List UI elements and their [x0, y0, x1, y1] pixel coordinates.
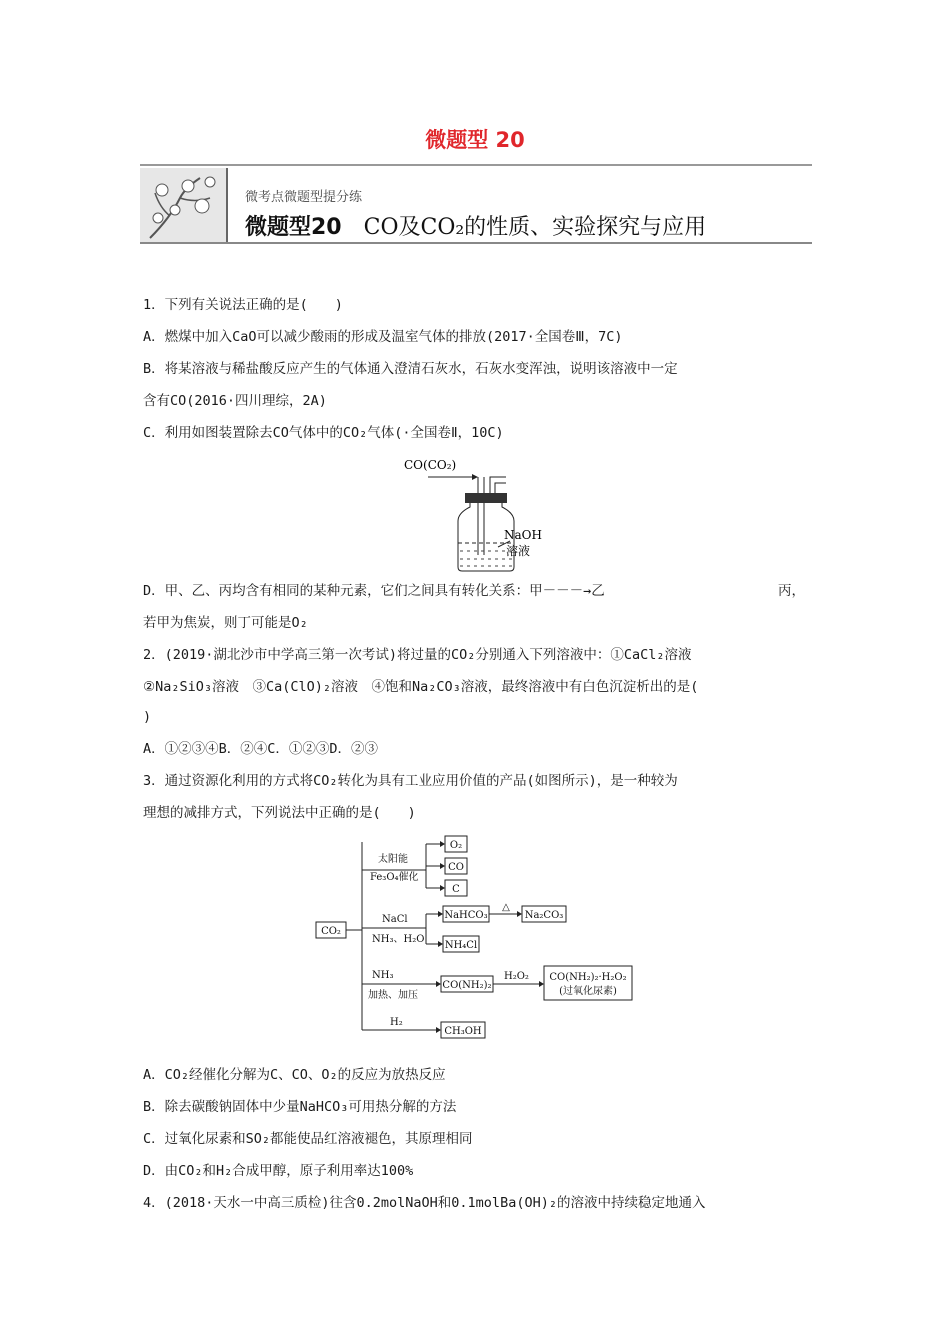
q3-stem-line1: 3．通过资源化利用的方式将CO₂转化为具有工业应用价值的产品(如图所示)，是一种较为 — [143, 773, 678, 789]
branch2-cond-a: NaCl — [382, 914, 408, 925]
box-o2-label: O₂ — [449, 840, 463, 851]
fig1-inlet-arrowhead — [472, 474, 478, 480]
box-methanol-label: CH₃OH — [444, 1026, 482, 1037]
header-bottom-rule — [140, 242, 812, 244]
box-nh4cl-label: NH₄Cl — [444, 940, 478, 951]
arrow-methanol-head — [436, 1027, 441, 1033]
q2-stem-line2: ②Na₂SiO₃溶液 ③Ca(ClO)₂溶液 ④饱和Na₂CO₃溶液，最终溶液中有白色沉淀析出的是( — [143, 679, 699, 695]
heading-main: CO及CO₂的性质、实验探究与应用 — [363, 215, 707, 240]
plum-blossom-image — [140, 168, 226, 242]
h2o2-reagent: H₂O₂ — [504, 971, 529, 982]
box-nahco3-label: NaHCO₃ — [444, 910, 488, 921]
fig1-stopper — [465, 493, 507, 503]
q1-option-d-line2: 若甲为焦炭，则丁可能是O₂ — [143, 615, 308, 631]
arrow-nh4cl-head — [438, 941, 443, 947]
q1-option-d-tail: 丙， — [778, 583, 805, 599]
box-co-label: CO — [448, 862, 464, 873]
branch3-cond-b: 加热、加压 — [368, 990, 418, 1001]
q1-stem: 1．下列有关说法正确的是( ) — [143, 297, 343, 313]
co2-conversion-diagram — [310, 832, 640, 1044]
heading-prefix: 微题型20 — [245, 215, 342, 240]
box-co2-label: CO₂ — [321, 926, 341, 937]
q1-option-b-line2: 含有CO(2016·四川理综，2A) — [143, 393, 327, 409]
fig1-liquid-label2: 溶液 — [506, 544, 531, 558]
box-peroxide-urea-name: (过氧化尿素) — [559, 986, 617, 997]
page-title: 微题型 20 — [425, 128, 525, 152]
q2-options: A．①②③④B．②④C．①②③D．②③ — [143, 741, 379, 757]
q1-option-a: A．燃煤中加入CaO可以减少酸雨的形成及温室气体的排放(2017·全国卷Ⅲ，7C) — [143, 329, 623, 345]
q3-option-a: A．CO₂经催化分解为C、CO、O₂的反应为放热反应 — [143, 1067, 446, 1083]
header-divider — [226, 168, 228, 242]
box-urea-label: CO(NH₂)₂ — [442, 980, 492, 991]
box-c-label: C — [452, 884, 460, 895]
heat-symbol: △ — [502, 902, 510, 913]
q3-option-d: D．由CO₂和H₂合成甲醇，原子利用率达100% — [143, 1163, 414, 1179]
q4-stem-line1: 4．(2018·天水一中高三质检)往含0.2molNaOH和0.1molBa(OH)₂的溶液中持续稳定地通入 — [143, 1195, 706, 1211]
fig1-liquid-label: NaOH — [504, 528, 542, 542]
box-na2co3-label: Na₂CO₃ — [524, 910, 564, 921]
q1-option-b-line1: B．将某溶液与稀盐酸反应产生的气体通入澄清石灰水，石灰水变浑浊，说明该溶液中一定 — [143, 361, 678, 377]
section-header — [140, 164, 812, 244]
arrow-heat-head — [517, 911, 522, 917]
arrow-nahco3-head — [438, 911, 443, 917]
header-subtitle: 微考点微题型提分练 — [245, 190, 363, 205]
branch2-cond-b: NH₃、H₂O — [372, 934, 425, 945]
branch1-cond-a: 太阳能 — [378, 854, 408, 865]
arrow-c-head — [440, 885, 445, 891]
arrow-urea-head — [436, 981, 441, 987]
q3-stem-line2: 理想的减排方式，下列说法中正确的是( ) — [143, 805, 416, 821]
q1-option-d-line1: D．甲、乙、丙均含有相同的某种元素，它们之间具有转化关系：甲－－－→乙 — [143, 583, 605, 599]
gas-washing-bottle-figure — [398, 455, 548, 575]
q3-option-c: C．过氧化尿素和SO₂都能使品红溶液褪色，其原理相同 — [143, 1131, 473, 1147]
branch4-cond: H₂ — [390, 1017, 403, 1028]
header-heading — [245, 210, 706, 241]
q1-option-c: C．利用如图装置除去CO气体中的CO₂气体(·全国卷Ⅱ，10C) — [143, 425, 504, 441]
fig1-inlet-label: CO(CO₂) — [404, 458, 457, 472]
q2-stem-line1: 2．(2019·湖北沙市中学高三第一次考试)将过量的CO₂分别通入下列溶液中：①CaCl₂溶液 — [143, 647, 692, 663]
header-top-rule — [140, 164, 812, 166]
arrow-o2-head — [440, 841, 445, 847]
box-peroxide-urea-formula: CO(NH₂)₂·H₂O₂ — [549, 972, 627, 983]
q3-option-b: B．除去碳酸钠固体中少量NaHCO₃可用热分解的方法 — [143, 1099, 457, 1115]
arrow-co-head — [440, 863, 445, 869]
arrow-h2o2-head — [539, 981, 544, 987]
branch1-cond-b: Fe₃O₄催化 — [370, 872, 419, 883]
q2-stem-line3: ) — [143, 709, 152, 725]
branch3-cond-a: NH₃ — [372, 970, 394, 981]
